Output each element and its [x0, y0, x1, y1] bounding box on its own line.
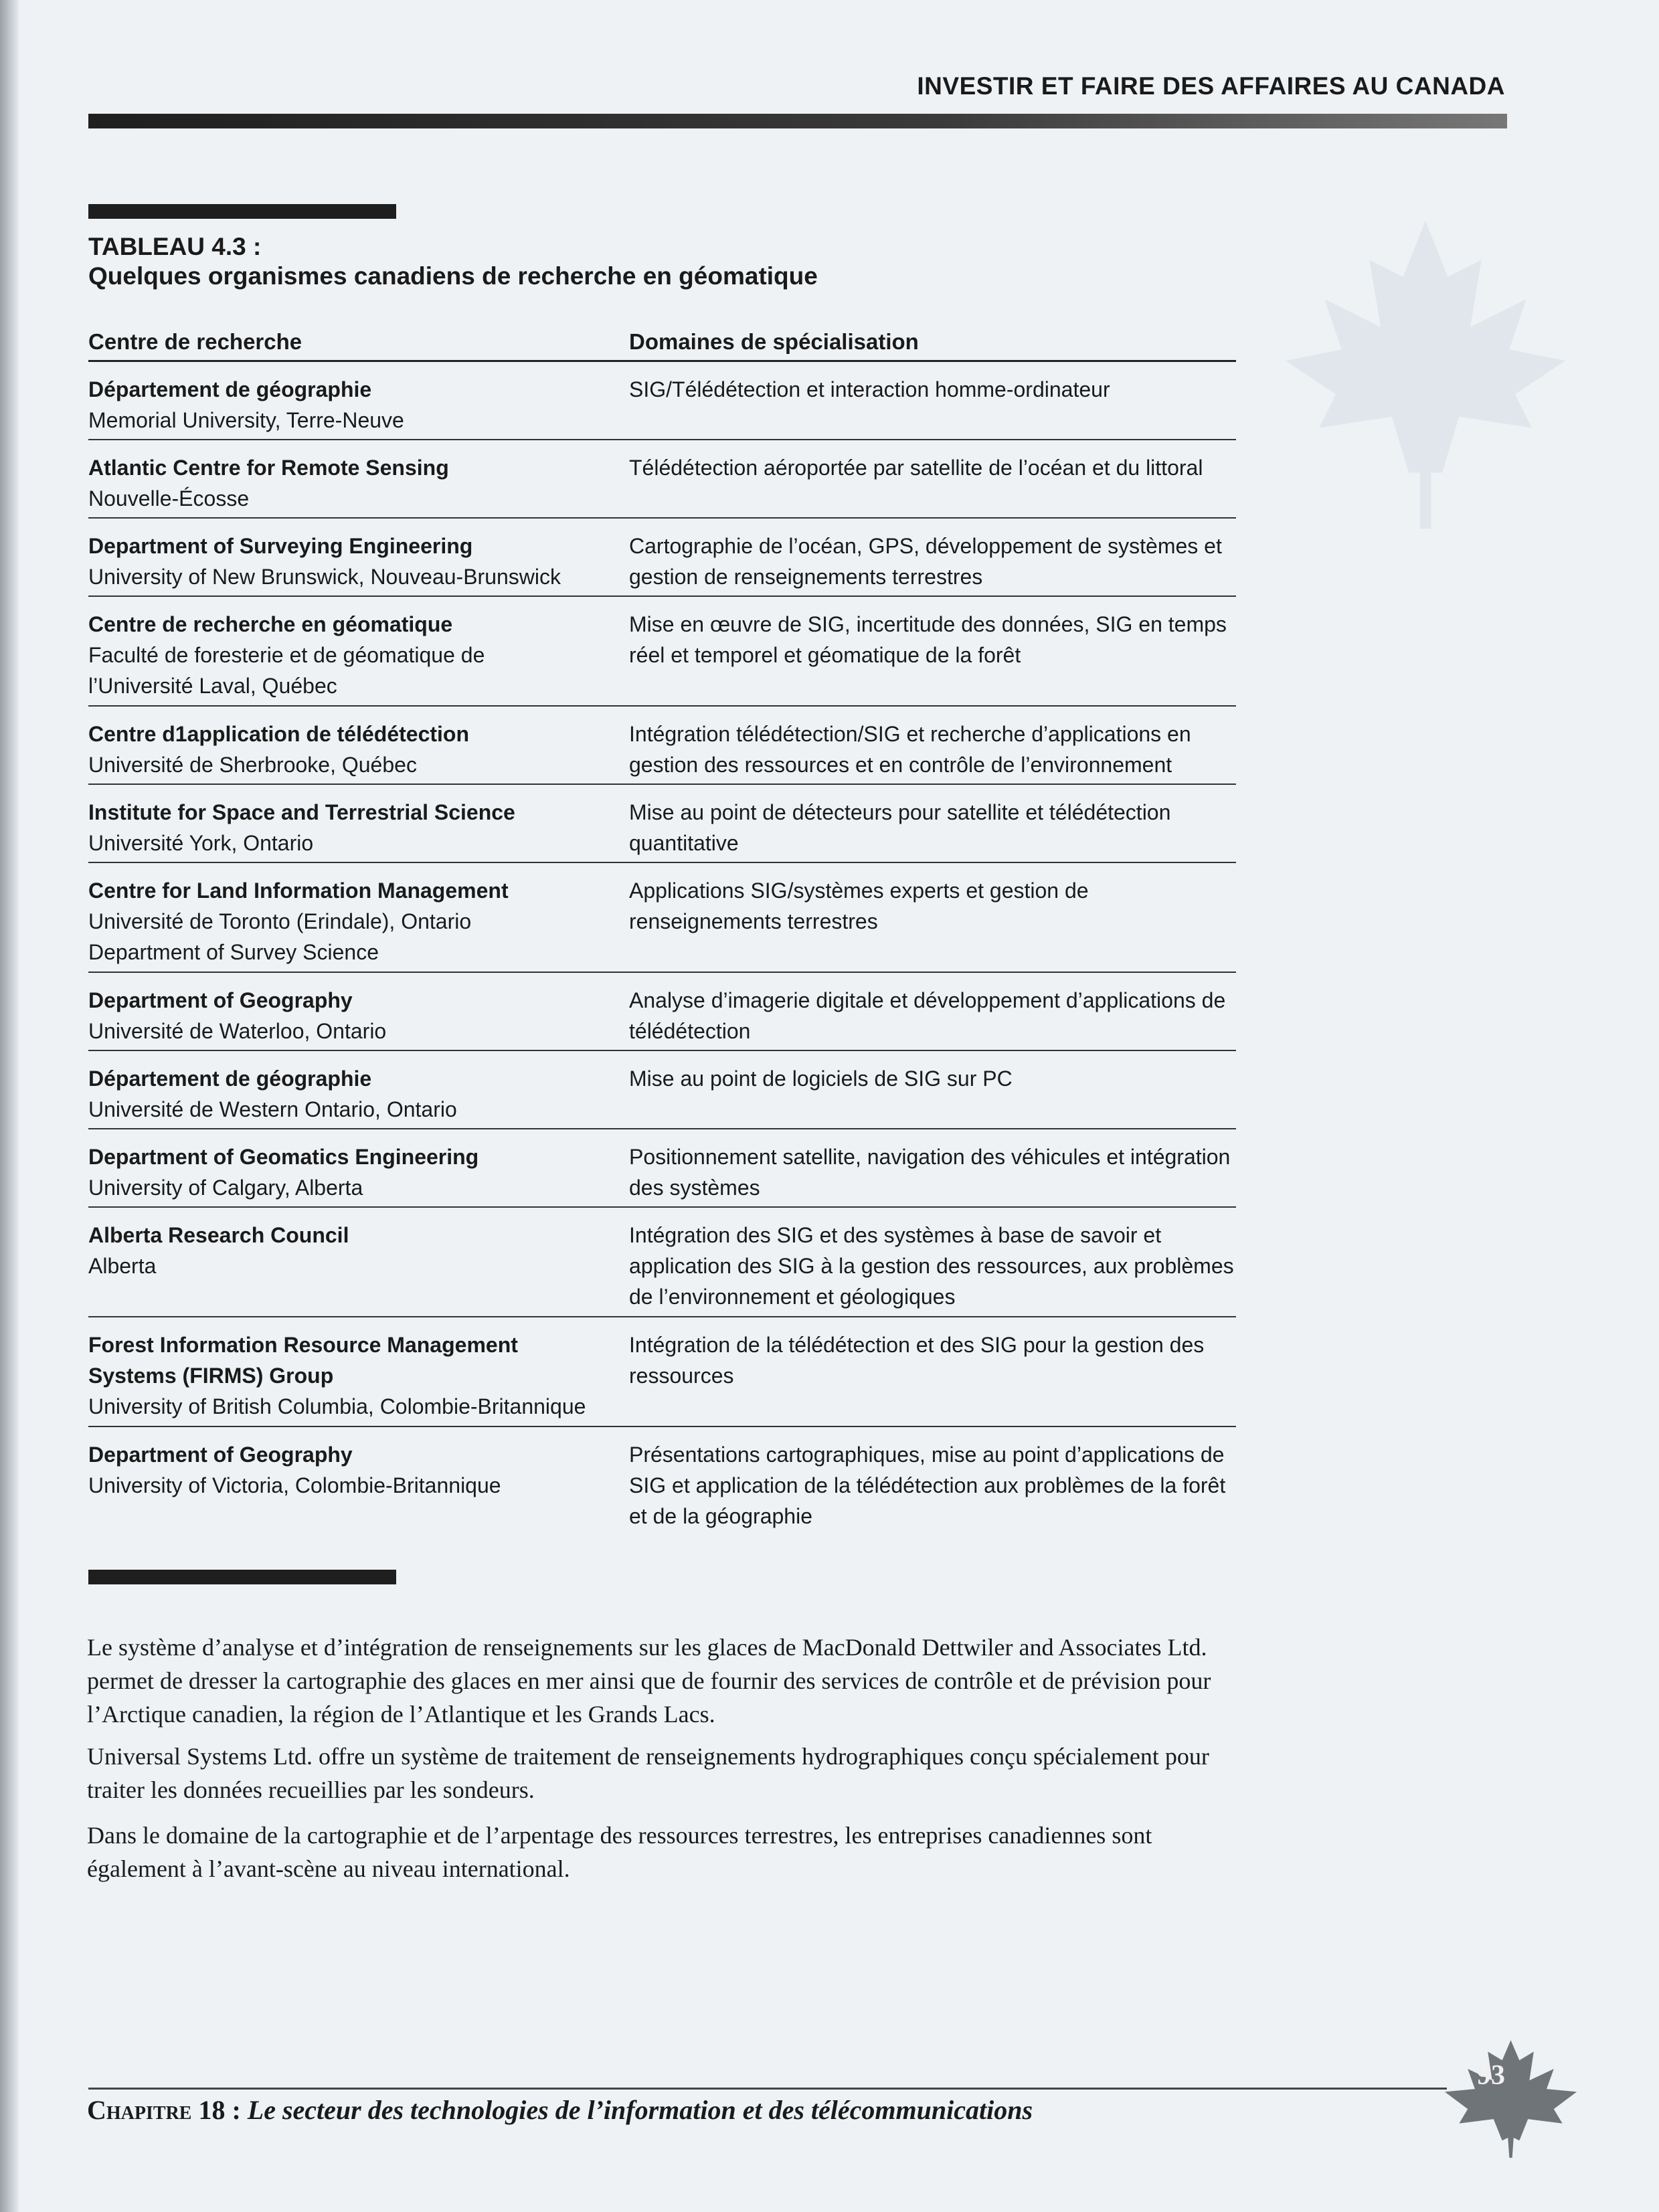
- center-name: Department of Geography: [88, 1443, 353, 1467]
- page-edge-shadow: [0, 0, 19, 2212]
- center-institution: Nouvelle-Écosse: [88, 486, 250, 511]
- specialization-text: Télédétection aéroportée par satellite de l’océan et du littoral: [629, 456, 1203, 480]
- center-name: Centre d1application de télédétection: [88, 722, 469, 746]
- specialization-text: Mise au point de logiciels de SIG sur PC: [629, 1067, 1013, 1091]
- table-row: [88, 863, 1236, 973]
- chapter-footer: [87, 2094, 1033, 2126]
- center-institution: University of Victoria, Colombie-Britannique: [88, 1473, 501, 1497]
- center-name: Centre for Land Information Management: [88, 879, 509, 903]
- center-name: Department of Geography: [88, 988, 353, 1012]
- maple-leaf-icon: [1439, 2037, 1583, 2158]
- table-label: TABLEAU 4.3 :: [88, 233, 262, 260]
- center-institution: Université de Western Ontario, Ontario: [88, 1097, 457, 1121]
- table-row: [88, 362, 1236, 440]
- specialization-text: Cartographie de l’océan, GPS, développement de systèmes et gestion de renseignements terrestres: [629, 534, 1222, 589]
- footer-rule: [88, 2088, 1447, 2090]
- center-institution: Université York, Ontario: [88, 831, 314, 855]
- table-row: [88, 1129, 1236, 1208]
- table-body: [88, 362, 1236, 1537]
- table-row: [88, 519, 1236, 597]
- center-name: Forest Information Resource Management Systems (FIRMS) Group: [88, 1333, 518, 1388]
- center-institution: University of British Columbia, Colombie-Britannique: [88, 1394, 586, 1418]
- background-maple-leaf-icon: [1285, 221, 1566, 529]
- center-institution: Memorial University, Terre-Neuve: [88, 408, 404, 432]
- center-institution: University of New Brunswick, Nouveau-Brunswick: [88, 565, 561, 589]
- table-row: [88, 785, 1236, 863]
- center-name: Atlantic Centre for Remote Sensing: [88, 456, 449, 480]
- body-paragraph: Le système d’analyse et d’intégration de renseignements sur les glaces de MacDonald Dettwiler and Associates Ltd. permet de dresser la cartographie des glaces en mer ainsi que de fournir des services de contrôle et de prévision pour l’Arctique canadien, la région de l’Atlantique et les Grands Lacs.: [87, 1634, 1211, 1728]
- center-name: Institute for Space and Terrestrial Science: [88, 800, 515, 824]
- specialization-text: Mise en œuvre de SIG, incertitude des données, SIG en temps réel et temporel et géomatique de la forêt: [629, 612, 1227, 667]
- specialization-text: Positionnement satellite, navigation des véhicules et intégration des systèmes: [629, 1145, 1231, 1200]
- table-row: [88, 1317, 1236, 1427]
- table-row: [88, 973, 1236, 1051]
- body-paragraph: Dans le domaine de la cartographie et de l’arpentage des ressources terrestres, les entreprises canadiennes sont également à l’avant-scène au niveau international.: [87, 1822, 1152, 1882]
- running-header: INVESTIR ET FAIRE DES AFFAIRES AU CANADA: [917, 72, 1505, 100]
- center-name: Alberta Research Council: [88, 1223, 349, 1247]
- center-institution: University of Calgary, Alberta: [88, 1176, 363, 1200]
- specialization-text: Intégration des SIG et des systèmes à base de savoir et application des SIG à la gestion des ressources, aux problèmes de l’environnement et géologiques: [629, 1223, 1234, 1309]
- table-caption: Quelques organismes canadiens de recherche en géomatique: [88, 262, 818, 290]
- center-name: Département de géographie: [88, 1067, 372, 1091]
- center-institution: Faculté de foresterie et de géomatique de l’Université Laval, Québec: [88, 643, 485, 698]
- table-row: [88, 1208, 1236, 1317]
- center-institution: Université de Toronto (Erindale), Ontario Department of Survey Science: [88, 909, 472, 964]
- column-header-center: Centre de recherche: [88, 329, 302, 354]
- specialization-text: Présentations cartographiques, mise au point d’applications de SIG et application de la télédétection aux problèmes de la forêt et de la géographie: [629, 1443, 1226, 1528]
- center-name: Department of Surveying Engineering: [88, 534, 473, 558]
- chapter-subject: Le secteur des technologies de l’information et des télécommunications: [247, 2095, 1033, 2125]
- table-row: [88, 1051, 1236, 1129]
- body-paragraph: Universal Systems Ltd. offre un système de traitement de renseignements hydrographiques conçu spécialement pour traiter les données recueillies par les sondeurs.: [87, 1743, 1209, 1803]
- specialization-text: Analyse d’imagerie digitale et développement d’applications de télédétection: [629, 988, 1226, 1043]
- chapter-label: Chapitre 18 :: [87, 2095, 241, 2125]
- specialization-text: Applications SIG/systèmes experts et gestion de renseignements terrestres: [629, 879, 1089, 933]
- center-institution: Alberta: [88, 1254, 157, 1278]
- center-institution: Université de Sherbrooke, Québec: [88, 753, 417, 777]
- table-row: [88, 707, 1236, 785]
- table-accent-bar: [88, 204, 396, 219]
- specialization-text: Intégration télédétection/SIG et recherche d’applications en gestion des ressources et en contrôle de l’environnement: [629, 722, 1191, 777]
- center-name: Centre de recherche en géomatique: [88, 612, 453, 636]
- center-name: Département de géographie: [88, 377, 372, 401]
- page-number: 93: [1477, 2060, 1505, 2091]
- table-row: [88, 1427, 1236, 1537]
- center-institution: Université de Waterloo, Ontario: [88, 1019, 387, 1043]
- specialization-text: Intégration de la télédétection et des SIG pour la gestion des ressources: [629, 1333, 1205, 1388]
- column-header-domains: Domaines de spécialisation: [629, 329, 919, 354]
- center-name: Department of Geomatics Engineering: [88, 1145, 479, 1169]
- specialization-text: Mise au point de détecteurs pour satellite et télédétection quantitative: [629, 800, 1171, 855]
- header-rule: [88, 114, 1507, 128]
- table-end-bar: [88, 1570, 396, 1584]
- table-row: [88, 440, 1236, 519]
- table-row: [88, 597, 1236, 707]
- specialization-text: SIG/Télédétection et interaction homme-ordinateur: [629, 377, 1110, 401]
